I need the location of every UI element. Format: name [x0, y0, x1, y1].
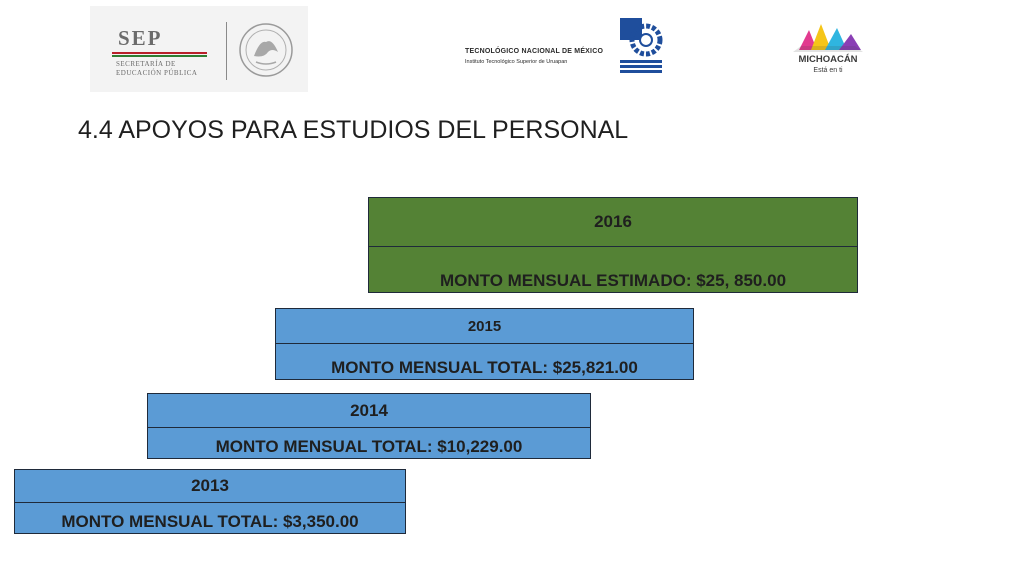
- amount-label: MONTO MENSUAL TOTAL: $3,350.00: [61, 512, 359, 531]
- year-label: 2013: [15, 470, 405, 503]
- amount-label: MONTO MENSUAL TOTAL: $10,229.00: [215, 437, 523, 456]
- tecnm-logo: [465, 48, 604, 65]
- sep-acronym: SEP: [118, 26, 163, 50]
- amount-label: MONTO MENSUAL ESTIMADO: $25, 850.00: [439, 271, 787, 290]
- tecnm-institute: Instituto Tecnológico Superior de Uruapan: [465, 59, 568, 65]
- sep-subtitle-line1: SECRETARÍA DE: [116, 60, 176, 68]
- year-box-2013: [14, 469, 406, 534]
- amount-label: MONTO MENSUAL TOTAL: $25,821.00: [331, 358, 638, 377]
- national-seal-icon: [238, 22, 294, 78]
- michoacan-tagline: Está en ti: [813, 67, 843, 74]
- year-box-2014: [147, 393, 591, 459]
- sep-divider: [226, 22, 227, 80]
- tecnm-name: TECNOLÓGICO NACIONAL DE MÉXICO: [465, 48, 604, 55]
- sep-green-stripe: [112, 55, 207, 57]
- sep-subtitle-line2: EDUCACIÓN PÚBLICA: [116, 69, 198, 77]
- year-label: 2015: [276, 309, 693, 344]
- year-label: 2016: [369, 198, 857, 247]
- sep-red-stripe: [112, 52, 207, 54]
- year-box-2016: [368, 197, 858, 293]
- itsu-gear-logo-icon: [618, 16, 664, 78]
- page-title: 4.4 APOYOS PARA ESTUDIOS DEL PERSONAL: [78, 116, 629, 144]
- sep-logo: [90, 6, 308, 92]
- year-label: 2014: [148, 394, 590, 428]
- michoacan-name: MICHOACÁN: [798, 54, 858, 65]
- year-box-2015: [275, 308, 694, 380]
